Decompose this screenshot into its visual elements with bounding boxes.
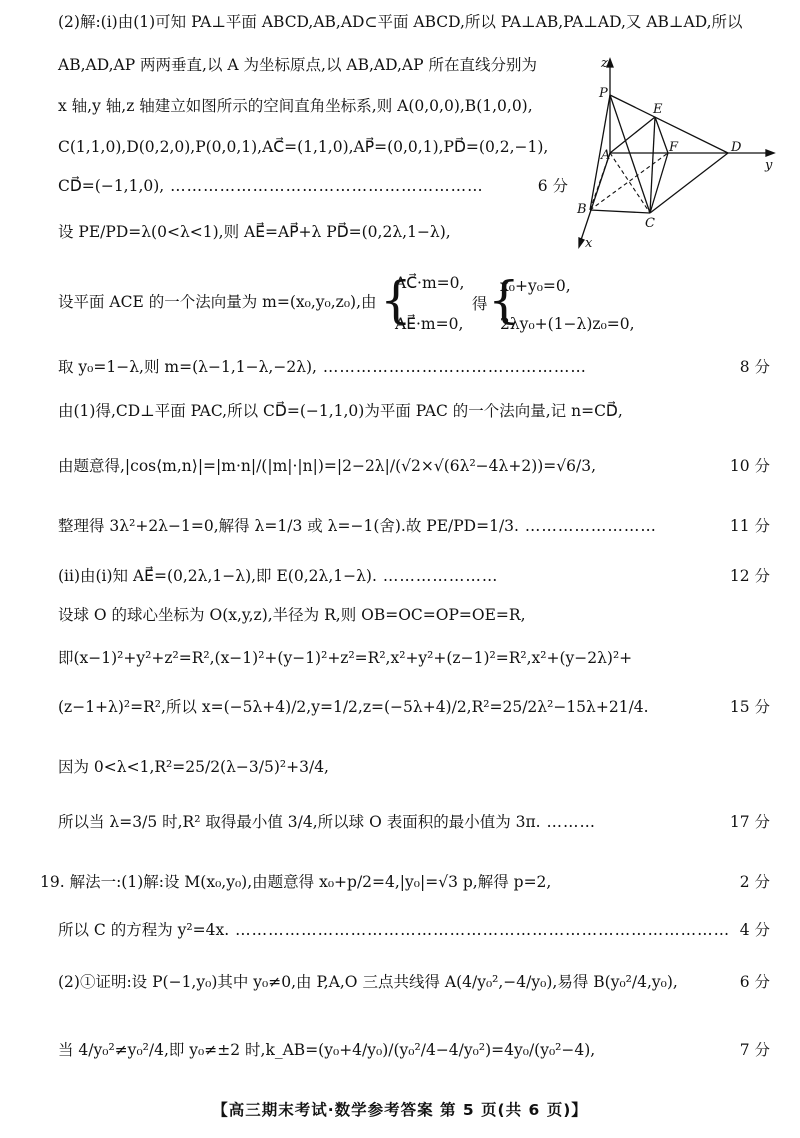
score-points: 4 分 — [739, 921, 770, 939]
system-eq: 2λy₀+(1−λ)z₀=0, — [500, 315, 635, 333]
solution-line — [58, 176, 568, 196]
solution-line — [58, 401, 770, 421]
pyramid-figure — [565, 55, 780, 250]
line-text: (2)①证明:设 P(−1,y₀)其中 y₀≠0,由 P,A,O 三点共线得 A(4/y₀²,−4/y₀),易得 B(y₀²/4,y₀), — [58, 973, 678, 991]
leader-dots: ………………… — [376, 567, 499, 585]
edge-AC — [610, 153, 650, 213]
solution-line — [58, 222, 558, 242]
line-text: 即(x−1)²+y²+z²=R²,(x−1)²+(y−1)²+z²=R²,x²+y²+(z−1)²=R²,x²+(y−2λ)²+ — [58, 649, 633, 667]
y-axis-arrow — [766, 150, 774, 156]
system-eq: x₀+y₀=0, — [500, 277, 571, 295]
solution-line — [58, 697, 770, 717]
edge-CD — [650, 153, 728, 213]
score-points: 2 分 — [739, 873, 770, 891]
left-brace: { — [488, 271, 520, 329]
solution-line — [58, 516, 770, 536]
score-points: 7 分 — [739, 1041, 770, 1059]
solution-line — [58, 812, 770, 832]
line-text: 所以 C 的方程为 y²=4x. — [58, 921, 230, 939]
label-C: C — [645, 216, 655, 231]
line-text: 设 PE/PD=λ(0<λ<1),则 AE⃗=AP⃗+λ PD⃗=(0,2λ,1−λ), — [58, 223, 451, 241]
line-text: 设球 O 的球心坐标为 O(x,y,z),半径为 R,则 OB=OC=OP=OE=R, — [58, 606, 526, 624]
solution-line — [40, 872, 770, 892]
page-footer: 【高三期末考试·数学参考答案 第 5 页(共 6 页)】 — [212, 1101, 588, 1119]
solution-line — [58, 566, 770, 586]
z-axis-arrow — [607, 59, 613, 67]
solution-line — [58, 55, 558, 75]
label-P: P — [599, 86, 608, 101]
solution-line — [58, 12, 770, 32]
line-text: x 轴,y 轴,z 轴建立如图所示的空间直角坐标系,则 A(0,0,0),B(1,0,0), — [58, 97, 533, 115]
solution-line — [58, 96, 558, 116]
line-text: (z−1+λ)²=R²,所以 x=(−5λ+4)/2,y=1/2,z=(−5λ+4)/2,R²=25/2λ²−15λ+21/4. — [58, 698, 649, 716]
label-y: y — [765, 158, 773, 173]
solution-line — [58, 605, 770, 625]
score-points: 8 分 — [739, 358, 770, 376]
system-eq: AC⃗·m=0, — [395, 274, 465, 292]
leader-dots: ……………………………………………………………………………… — [229, 921, 731, 939]
solution-line — [58, 920, 770, 940]
solution-line — [58, 456, 770, 476]
label-z: z — [601, 56, 608, 71]
leader-dots: ………………………………………… — [317, 358, 587, 376]
x-axis-arrow — [579, 238, 584, 247]
label-A: A — [601, 148, 611, 163]
line-text: 取 y₀=1−λ,则 m=(λ−1,1−λ,−2λ), — [58, 358, 317, 376]
system-eq: 得 — [472, 295, 488, 313]
solution-line — [58, 1040, 770, 1060]
line-text: C(1,1,0),D(0,2,0),P(0,0,1),AC⃗=(1,1,0),AP⃗=(0,0,1),PD⃗=(0,2,−1), — [58, 138, 549, 156]
score-points: 11 分 — [729, 517, 770, 535]
score-points: 12 分 — [729, 567, 770, 585]
score-points: 6 分 — [739, 973, 770, 991]
line-text: 所以当 λ=3/5 时,R² 取得最小值 3/4,所以球 O 表面积的最小值为 3π. — [58, 813, 541, 831]
left-brace: { — [380, 271, 412, 329]
line-text: 因为 0<λ<1,R²=25/2(λ−3/5)²+3/4, — [58, 758, 329, 776]
edge-PC — [610, 95, 650, 213]
line-text: (2)解:(i)由(1)可知 PA⊥平面 ABCD,AB,AD⊂平面 ABCD,所以 PA⊥AB,PA⊥AD,又 AB⊥AD,所以 — [58, 13, 743, 31]
label-D: D — [731, 140, 742, 155]
line-text: (ii)由(i)知 AE⃗=(0,2λ,1−λ),即 E(0,2λ,1−λ). — [58, 567, 377, 585]
line-text: 由(1)得,CD⊥平面 PAC,所以 CD⃗=(−1,1,0)为平面 PAC 的一个法向量,记 n=CD⃗, — [58, 402, 623, 420]
solution-line — [58, 357, 770, 377]
line-text: 19. 解法一:(1)解:设 M(x₀,y₀),由题意得 x₀+p/2=4,|y₀|=√3 p,解得 p=2, — [40, 873, 552, 891]
label-x: x — [585, 236, 593, 250]
score-points: 10 分 — [729, 457, 770, 475]
solution-line — [58, 972, 770, 992]
solution-line — [58, 292, 388, 312]
score-points: 17 分 — [729, 813, 770, 831]
score-points: 15 分 — [729, 698, 770, 716]
line-text: 由题意得,|cos⟨m,n⟩|=|m·n|/(|m|·|n|)=|2−2λ|/(√2×√(6λ²−4λ+2))=√6/3, — [58, 457, 597, 475]
leader-dots: …………………… — [518, 517, 657, 535]
label-E: E — [653, 102, 663, 117]
leader-dots: ……… — [540, 813, 597, 831]
line-text: CD⃗=(−1,1,0), — [58, 177, 165, 195]
system-eq: AE⃗·m=0, — [395, 315, 464, 333]
line-text: AB,AD,AP 两两垂直,以 A 为坐标原点,以 AB,AD,AP 所在直线分别为 — [58, 56, 537, 74]
line-text: 设平面 ACE 的一个法向量为 m=(x₀,y₀,z₀),由 — [58, 293, 377, 311]
label-B: B — [577, 202, 587, 217]
solution-line — [58, 137, 558, 157]
score-points: 6 分 — [537, 177, 568, 195]
solution-line — [58, 757, 770, 777]
leader-dots: ………………………………………………… — [164, 177, 484, 195]
line-text: 当 4/y₀²≠y₀²/4,即 y₀≠±2 时,k_AB=(y₀+4/y₀)/(y₀²/4−4/y₀²)=4y₀/(y₀²−4), — [58, 1041, 596, 1059]
solution-line — [58, 648, 770, 668]
edge-AE — [610, 117, 655, 153]
line-text: 整理得 3λ²+2λ−1=0,解得 λ=1/3 或 λ=−1(舍).故 PE/PD=1/3. — [58, 517, 519, 535]
edge-BC — [590, 210, 650, 213]
label-F: F — [669, 140, 679, 155]
